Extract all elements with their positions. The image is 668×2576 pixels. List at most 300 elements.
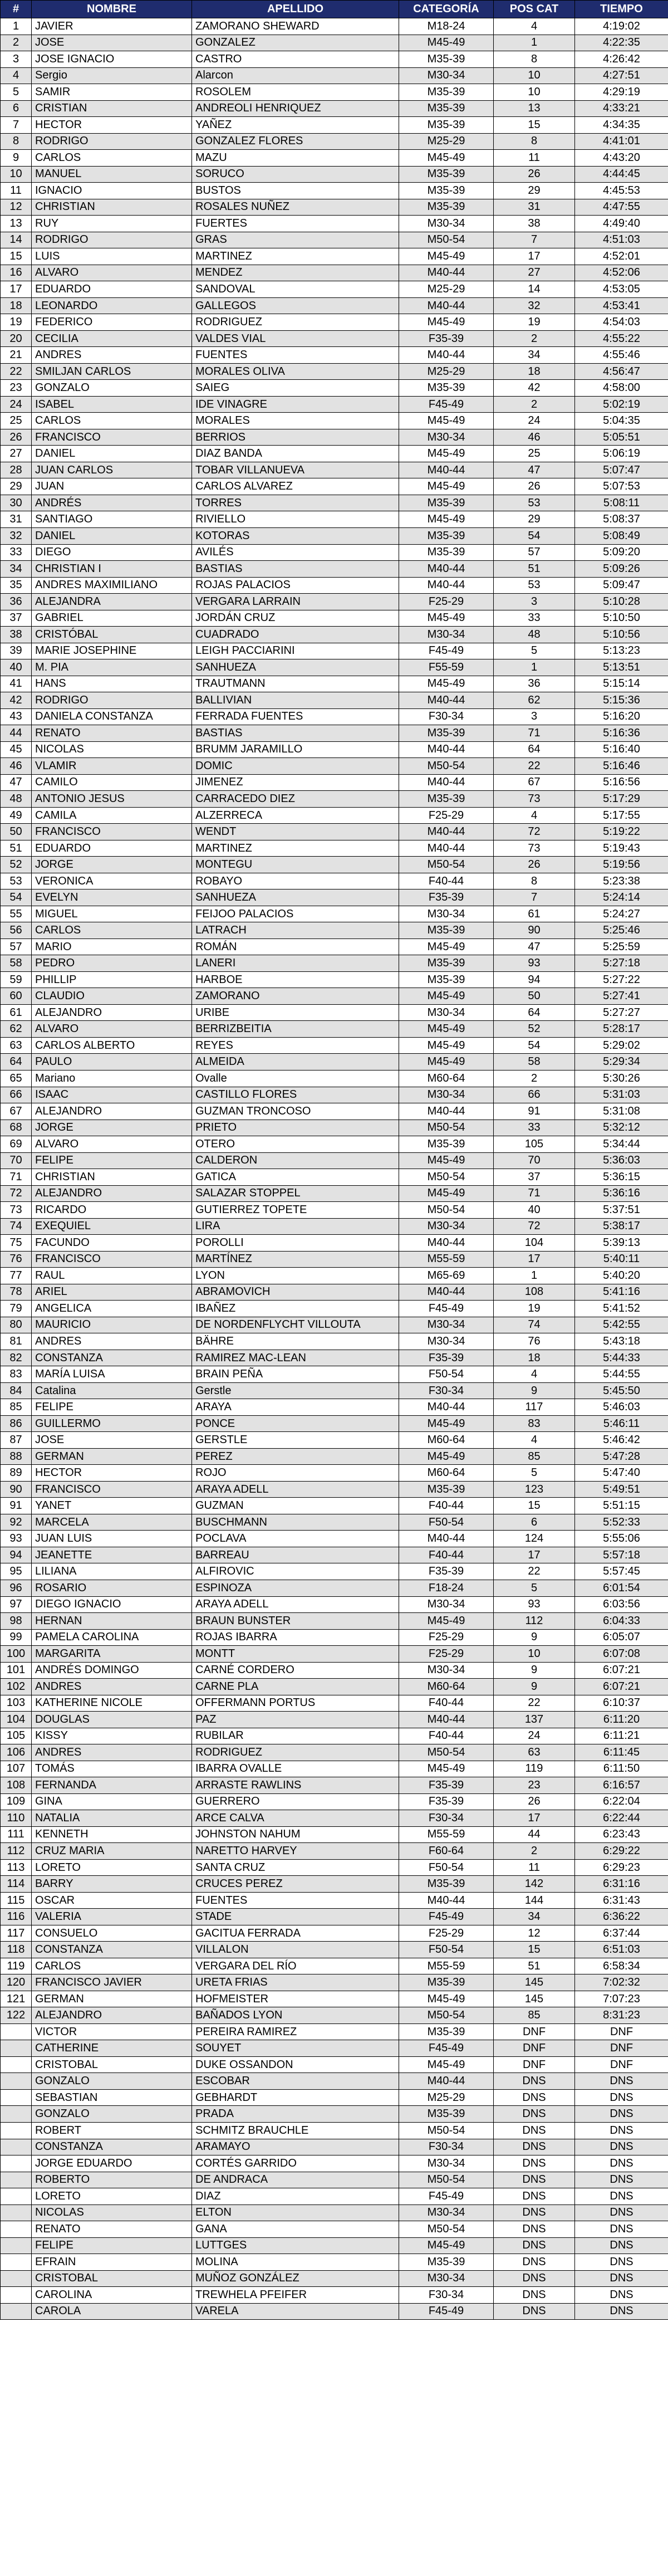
table-row xyxy=(1,1465,668,1482)
cell-number: 2 xyxy=(1,35,32,51)
cell-time: 6:22:04 xyxy=(575,1793,668,1810)
cell-last-name: MAZU xyxy=(192,150,399,167)
cell-category-position: 17 xyxy=(494,1810,575,1827)
table-row xyxy=(1,1120,668,1136)
cell-number: 79 xyxy=(1,1301,32,1317)
cell-last-name: JOHNSTON NAHUM xyxy=(192,1826,399,1843)
cell-time: DNS xyxy=(575,2303,668,2320)
cell-time: DNF xyxy=(575,2056,668,2073)
cell-time: 5:32:12 xyxy=(575,1120,668,1136)
cell-first-name: MAURICIO xyxy=(32,1317,192,1333)
cell-category: M65-69 xyxy=(399,1268,494,1284)
cell-number: 102 xyxy=(1,1679,32,1695)
cell-category: M45-49 xyxy=(399,35,494,51)
cell-number: 8 xyxy=(1,133,32,150)
cell-time: 4:55:22 xyxy=(575,330,668,347)
cell-category: M35-39 xyxy=(399,1876,494,1893)
cell-category-position: 71 xyxy=(494,1185,575,1202)
cell-category-position: 2 xyxy=(494,396,575,413)
cell-last-name: IBAÑEZ xyxy=(192,1301,399,1317)
cell-first-name: CONSTANZA xyxy=(32,2139,192,2155)
cell-last-name: ROJAS PALACIOS xyxy=(192,577,399,594)
cell-time: DNS xyxy=(575,2270,668,2287)
cell-first-name: GERMAN xyxy=(32,1991,192,2007)
cell-first-name: BARRY xyxy=(32,1876,192,1893)
cell-last-name: CASTRO xyxy=(192,51,399,68)
cell-time: DNS xyxy=(575,2254,668,2271)
cell-first-name: OSCAR xyxy=(32,1892,192,1909)
cell-time: 5:27:41 xyxy=(575,988,668,1005)
cell-first-name: CHRISTIAN xyxy=(32,199,192,216)
cell-category-position: 66 xyxy=(494,1087,575,1103)
table-row xyxy=(1,610,668,627)
cell-last-name: IDE VINAGRE xyxy=(192,396,399,413)
cell-category: F50-54 xyxy=(399,1514,494,1531)
cell-category-position: 145 xyxy=(494,1974,575,1991)
cell-time: DNF xyxy=(575,2023,668,2040)
cell-number: 114 xyxy=(1,1876,32,1893)
cell-time: 6:07:21 xyxy=(575,1662,668,1679)
cell-time: DNS xyxy=(575,2287,668,2304)
cell-first-name: VICTOR xyxy=(32,2023,192,2040)
cell-time: 4:51:03 xyxy=(575,232,668,248)
cell-number: 76 xyxy=(1,1251,32,1268)
cell-category: M40-44 xyxy=(399,1531,494,1547)
cell-time: DNS xyxy=(575,2106,668,2123)
table-row xyxy=(1,1432,668,1449)
table-row xyxy=(1,1531,668,1547)
table-row xyxy=(1,1876,668,1893)
cell-time: 5:29:34 xyxy=(575,1054,668,1071)
table-row xyxy=(1,248,668,265)
cell-category-position: 85 xyxy=(494,2007,575,2024)
cell-number: 27 xyxy=(1,446,32,462)
cell-time: 5:19:43 xyxy=(575,840,668,857)
table-row xyxy=(1,2106,668,2123)
table-body xyxy=(1,18,668,2320)
cell-category: M50-54 xyxy=(399,1169,494,1186)
table-row xyxy=(1,84,668,101)
table-row xyxy=(1,544,668,561)
table-row xyxy=(1,1399,668,1416)
table-row xyxy=(1,2073,668,2090)
cell-category: M35-39 xyxy=(399,922,494,939)
cell-category: M25-29 xyxy=(399,2089,494,2106)
table-row xyxy=(1,1728,668,1744)
cell-time: 5:16:40 xyxy=(575,741,668,758)
cell-category: M60-64 xyxy=(399,1679,494,1695)
cell-last-name: ROSALES NUÑEZ xyxy=(192,199,399,216)
cell-category: F35-39 xyxy=(399,1777,494,1794)
cell-number: 93 xyxy=(1,1531,32,1547)
cell-last-name: CASTILLO FLORES xyxy=(192,1087,399,1103)
cell-category-position: 105 xyxy=(494,1136,575,1153)
table-row xyxy=(1,232,668,248)
cell-category: F25-29 xyxy=(399,1646,494,1663)
cell-first-name: JOSE xyxy=(32,1432,192,1449)
cell-category: M60-64 xyxy=(399,1432,494,1449)
cell-time: 5:29:02 xyxy=(575,1037,668,1054)
cell-number: 86 xyxy=(1,1415,32,1432)
cell-category-position: 54 xyxy=(494,1037,575,1054)
cell-last-name: ABRAMOVICH xyxy=(192,1284,399,1301)
cell-number: 9 xyxy=(1,150,32,167)
cell-last-name: WENDT xyxy=(192,824,399,840)
table-row xyxy=(1,2287,668,2304)
cell-category: M35-39 xyxy=(399,100,494,117)
cell-number: 61 xyxy=(1,1004,32,1021)
cell-first-name: FRANCISCO xyxy=(32,824,192,840)
table-row xyxy=(1,100,668,117)
table-row xyxy=(1,2188,668,2205)
cell-time: DNS xyxy=(575,2172,668,2188)
cell-number: 105 xyxy=(1,1728,32,1744)
table-row xyxy=(1,495,668,511)
cell-category-position: 3 xyxy=(494,708,575,725)
table-row xyxy=(1,297,668,314)
cell-time: 4:47:55 xyxy=(575,199,668,216)
cell-last-name: BRAUN BUNSTER xyxy=(192,1613,399,1630)
cell-number: 107 xyxy=(1,1761,32,1777)
cell-first-name: JUAN xyxy=(32,478,192,495)
cell-category-position: 26 xyxy=(494,1793,575,1810)
cell-last-name: HARBOE xyxy=(192,971,399,988)
table-row xyxy=(1,133,668,150)
cell-category: M40-44 xyxy=(399,561,494,578)
cell-time: 5:19:56 xyxy=(575,857,668,873)
cell-number: 14 xyxy=(1,232,32,248)
cell-time: 5:36:15 xyxy=(575,1169,668,1186)
cell-category: M40-44 xyxy=(399,692,494,709)
cell-time: 5:25:46 xyxy=(575,922,668,939)
table-row xyxy=(1,1498,668,1514)
cell-number: 101 xyxy=(1,1662,32,1679)
cell-number: 115 xyxy=(1,1892,32,1909)
table-row xyxy=(1,117,668,134)
cell-first-name: FELIPE xyxy=(32,2237,192,2254)
table-row xyxy=(1,1185,668,1202)
cell-time: 4:52:06 xyxy=(575,265,668,281)
cell-number xyxy=(1,2139,32,2155)
cell-time: 5:13:51 xyxy=(575,659,668,676)
cell-category: M35-39 xyxy=(399,955,494,972)
cell-last-name: PAZ xyxy=(192,1712,399,1728)
cell-category: F40-44 xyxy=(399,1547,494,1563)
cell-number: 84 xyxy=(1,1382,32,1399)
cell-number xyxy=(1,2155,32,2172)
table-row xyxy=(1,1942,668,1958)
cell-number: 111 xyxy=(1,1826,32,1843)
cell-last-name: GONZALEZ FLORES xyxy=(192,133,399,150)
cell-category: F40-44 xyxy=(399,1498,494,1514)
cell-category-position: 26 xyxy=(494,478,575,495)
cell-last-name: ARAYA ADELL xyxy=(192,1481,399,1498)
table-row xyxy=(1,774,668,791)
cell-time: 7:07:23 xyxy=(575,1991,668,2007)
cell-category-position: DNF xyxy=(494,2023,575,2040)
cell-first-name: ROSARIO xyxy=(32,1580,192,1596)
cell-category-position: 104 xyxy=(494,1235,575,1252)
cell-number: 63 xyxy=(1,1037,32,1054)
cell-number: 36 xyxy=(1,594,32,610)
cell-time: 5:41:16 xyxy=(575,1284,668,1301)
cell-number: 95 xyxy=(1,1563,32,1580)
table-row xyxy=(1,1859,668,1876)
table-row xyxy=(1,35,668,51)
cell-time: 5:08:49 xyxy=(575,527,668,544)
cell-category: M55-59 xyxy=(399,1251,494,1268)
cell-time: 5:46:03 xyxy=(575,1399,668,1416)
table-row xyxy=(1,2254,668,2271)
cell-number: 72 xyxy=(1,1185,32,1202)
cell-category-position: 44 xyxy=(494,1826,575,1843)
cell-category-position: 10 xyxy=(494,67,575,84)
cell-category-position: 4 xyxy=(494,807,575,824)
table-row xyxy=(1,2123,668,2139)
cell-category: M50-54 xyxy=(399,758,494,775)
cell-first-name: FACUNDO xyxy=(32,1235,192,1252)
cell-category: M40-44 xyxy=(399,2073,494,2090)
cell-time: 5:27:22 xyxy=(575,971,668,988)
cell-category: M30-34 xyxy=(399,1087,494,1103)
cell-category: M25-29 xyxy=(399,133,494,150)
cell-number: 54 xyxy=(1,889,32,906)
table-row xyxy=(1,2007,668,2024)
cell-last-name: ESCOBAR xyxy=(192,2073,399,2090)
cell-last-name: DUKE OSSANDON xyxy=(192,2056,399,2073)
cell-category-position: DNS xyxy=(494,2155,575,2172)
cell-category: M45-49 xyxy=(399,1415,494,1432)
cell-category: M50-54 xyxy=(399,2221,494,2238)
cell-category: F35-39 xyxy=(399,1793,494,1810)
cell-last-name: CARRACEDO DIEZ xyxy=(192,791,399,808)
cell-category-position: 72 xyxy=(494,824,575,840)
cell-time: 5:36:16 xyxy=(575,1185,668,1202)
cell-first-name: ANDRÉS DOMINGO xyxy=(32,1662,192,1679)
table-row xyxy=(1,1695,668,1712)
cell-first-name: DANIELA CONSTANZA xyxy=(32,708,192,725)
cell-last-name: LYON xyxy=(192,1268,399,1284)
cell-first-name: CAROLA xyxy=(32,2303,192,2320)
cell-category-position: 25 xyxy=(494,446,575,462)
cell-category-position: 53 xyxy=(494,577,575,594)
cell-last-name: IBARRA OVALLE xyxy=(192,1761,399,1777)
cell-last-name: TOBAR VILLANUEVA xyxy=(192,462,399,478)
table-row xyxy=(1,281,668,298)
cell-number: 53 xyxy=(1,873,32,889)
cell-number: 37 xyxy=(1,610,32,627)
cell-number: 34 xyxy=(1,561,32,578)
cell-category: M30-34 xyxy=(399,1004,494,1021)
table-row xyxy=(1,1761,668,1777)
cell-category-position: 24 xyxy=(494,413,575,429)
cell-last-name: MORALES xyxy=(192,413,399,429)
cell-category: M40-44 xyxy=(399,347,494,364)
cell-time: 6:36:22 xyxy=(575,1909,668,1925)
cell-last-name: RAMIREZ MAC-LEAN xyxy=(192,1350,399,1366)
cell-first-name: RODRIGO xyxy=(32,692,192,709)
cell-category: F50-54 xyxy=(399,1366,494,1383)
cell-time: 4:53:41 xyxy=(575,297,668,314)
table-row xyxy=(1,741,668,758)
cell-first-name: CARLOS ALBERTO xyxy=(32,1037,192,1054)
header-first-name: NOMBRE xyxy=(32,1,192,18)
table-row xyxy=(1,1350,668,1366)
cell-first-name: ANDRES xyxy=(32,1679,192,1695)
cell-time: DNS xyxy=(575,2188,668,2205)
header-category-position: POS CAT xyxy=(494,1,575,18)
cell-number: 83 xyxy=(1,1366,32,1383)
table-row xyxy=(1,1268,668,1284)
cell-last-name: MOLINA xyxy=(192,2254,399,2271)
cell-category-position: 9 xyxy=(494,1382,575,1399)
cell-first-name: JAVIER xyxy=(32,18,192,35)
cell-first-name: CARLOS xyxy=(32,1958,192,1974)
cell-last-name: MARTINEZ xyxy=(192,248,399,265)
cell-category-position: 26 xyxy=(494,166,575,183)
table-row xyxy=(1,857,668,873)
cell-first-name: GUILLERMO xyxy=(32,1415,192,1432)
cell-time: 6:16:57 xyxy=(575,1777,668,1794)
cell-category-position: 19 xyxy=(494,314,575,331)
cell-category-position: 13 xyxy=(494,100,575,117)
cell-category-position: 37 xyxy=(494,1169,575,1186)
cell-category: M30-34 xyxy=(399,216,494,232)
cell-number: 25 xyxy=(1,413,32,429)
cell-category: F25-29 xyxy=(399,1925,494,1942)
cell-number: 45 xyxy=(1,741,32,758)
table-row xyxy=(1,2023,668,2040)
cell-time: 5:10:28 xyxy=(575,594,668,610)
cell-category: M30-34 xyxy=(399,906,494,922)
cell-last-name: ROMÁN xyxy=(192,938,399,955)
cell-category-position: 145 xyxy=(494,1991,575,2007)
cell-category: F30-34 xyxy=(399,2139,494,2155)
cell-number xyxy=(1,2073,32,2090)
cell-category: M35-39 xyxy=(399,84,494,101)
table-row xyxy=(1,938,668,955)
cell-time: 6:37:44 xyxy=(575,1925,668,1942)
cell-number: 98 xyxy=(1,1613,32,1630)
cell-last-name: PONCE xyxy=(192,1415,399,1432)
table-row xyxy=(1,1843,668,1860)
cell-category: M25-29 xyxy=(399,363,494,380)
cell-last-name: OFFERMANN PORTUS xyxy=(192,1695,399,1712)
cell-number: 7 xyxy=(1,117,32,134)
table-row xyxy=(1,1317,668,1333)
cell-first-name: ISABEL xyxy=(32,396,192,413)
cell-last-name: ANDREOLI HENRIQUEZ xyxy=(192,100,399,117)
cell-category: M50-54 xyxy=(399,232,494,248)
cell-first-name: LORETO xyxy=(32,1859,192,1876)
cell-first-name: PAMELA CAROLINA xyxy=(32,1629,192,1646)
cell-number xyxy=(1,2123,32,2139)
cell-first-name: DOUGLAS xyxy=(32,1712,192,1728)
cell-last-name: PEREZ xyxy=(192,1448,399,1465)
cell-first-name: CAMILA xyxy=(32,807,192,824)
cell-first-name: HERNAN xyxy=(32,1613,192,1630)
cell-category-position: 46 xyxy=(494,429,575,446)
cell-number: 68 xyxy=(1,1120,32,1136)
cell-time: 5:47:28 xyxy=(575,1448,668,1465)
cell-number: 112 xyxy=(1,1843,32,1860)
cell-first-name: DANIEL xyxy=(32,446,192,462)
cell-time: 5:16:46 xyxy=(575,758,668,775)
cell-last-name: BRAIN PEÑA xyxy=(192,1366,399,1383)
cell-time: 5:16:36 xyxy=(575,725,668,742)
table-row xyxy=(1,1744,668,1761)
cell-number xyxy=(1,2056,32,2073)
cell-time: 4:27:51 xyxy=(575,67,668,84)
cell-category: M50-54 xyxy=(399,2172,494,2188)
cell-category: M45-49 xyxy=(399,1185,494,1202)
cell-category-position: 53 xyxy=(494,495,575,511)
cell-first-name: YANET xyxy=(32,1498,192,1514)
cell-time: 5:19:22 xyxy=(575,824,668,840)
cell-time: 8:31:23 xyxy=(575,2007,668,2024)
cell-first-name: VALERIA xyxy=(32,1909,192,1925)
cell-first-name: ARIEL xyxy=(32,1284,192,1301)
cell-time: 6:22:44 xyxy=(575,1810,668,1827)
table-row xyxy=(1,1925,668,1942)
cell-time: DNS xyxy=(575,2123,668,2139)
cell-first-name: JUAN CARLOS xyxy=(32,462,192,478)
cell-category-position: DNS xyxy=(494,2221,575,2238)
cell-last-name: ARAMAYO xyxy=(192,2139,399,2155)
table-row xyxy=(1,1333,668,1350)
cell-last-name: BARREAU xyxy=(192,1547,399,1563)
table-row xyxy=(1,1629,668,1646)
cell-category: M35-39 xyxy=(399,971,494,988)
table-row xyxy=(1,1679,668,1695)
cell-category-position: 10 xyxy=(494,1646,575,1663)
cell-time: 5:08:11 xyxy=(575,495,668,511)
cell-last-name: PRADA xyxy=(192,2106,399,2123)
cell-category: F30-34 xyxy=(399,1382,494,1399)
cell-last-name: MUÑOZ GONZÁLEZ xyxy=(192,2270,399,2287)
cell-last-name: DOMIC xyxy=(192,758,399,775)
cell-number: 43 xyxy=(1,708,32,725)
cell-last-name: LIRA xyxy=(192,1218,399,1235)
cell-time: 5:49:51 xyxy=(575,1481,668,1498)
cell-category: M45-49 xyxy=(399,1021,494,1038)
cell-number: 3 xyxy=(1,51,32,68)
cell-last-name: BALLIVIAN xyxy=(192,692,399,709)
cell-number: 89 xyxy=(1,1465,32,1482)
cell-time: 6:29:23 xyxy=(575,1859,668,1876)
cell-first-name: PHILLIP xyxy=(32,971,192,988)
cell-category-position: 52 xyxy=(494,1021,575,1038)
cell-number: 22 xyxy=(1,363,32,380)
cell-first-name: SMILJAN CARLOS xyxy=(32,363,192,380)
cell-first-name: LORETO xyxy=(32,2188,192,2205)
cell-category-position: DNS xyxy=(494,2188,575,2205)
cell-last-name: ARAYA xyxy=(192,1399,399,1416)
cell-category-position: 5 xyxy=(494,643,575,659)
cell-category: M40-44 xyxy=(399,1103,494,1120)
cell-time: 5:41:52 xyxy=(575,1301,668,1317)
cell-time: 6:31:16 xyxy=(575,1876,668,1893)
cell-category-position: 31 xyxy=(494,199,575,216)
cell-number: 73 xyxy=(1,1202,32,1219)
cell-time: 5:13:23 xyxy=(575,643,668,659)
cell-number: 35 xyxy=(1,577,32,594)
cell-time: DNS xyxy=(575,2073,668,2090)
table-row xyxy=(1,1103,668,1120)
table-row xyxy=(1,1071,668,1087)
cell-category-position: 33 xyxy=(494,1120,575,1136)
cell-last-name: SOUYET xyxy=(192,2040,399,2057)
